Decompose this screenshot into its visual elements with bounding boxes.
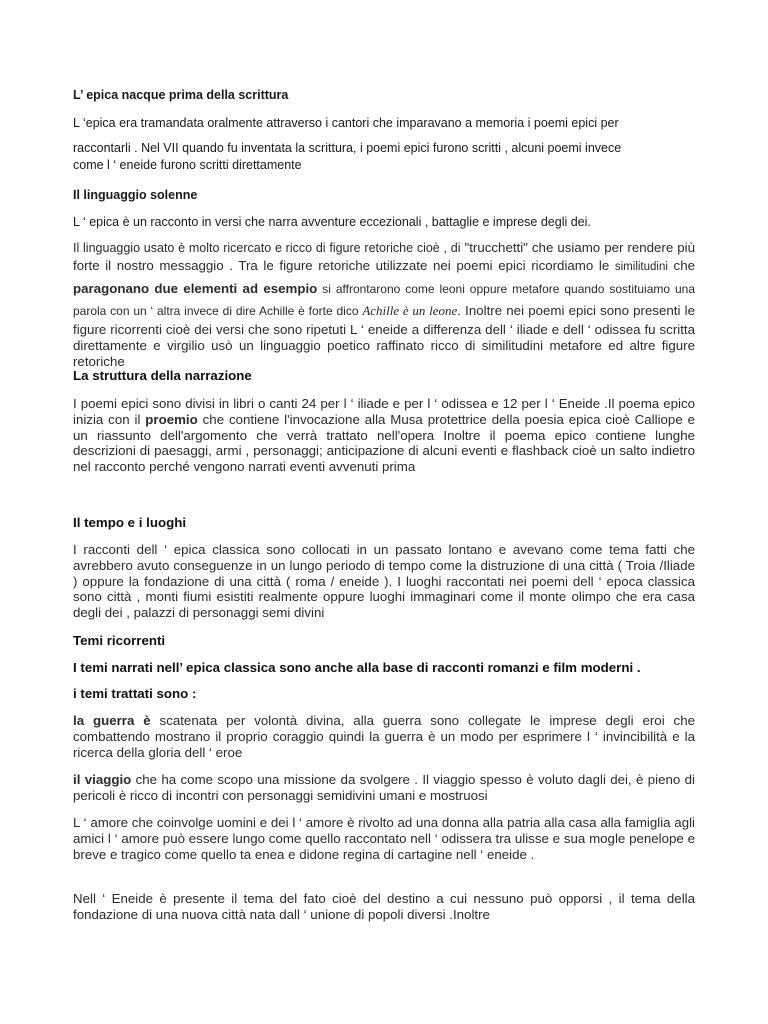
language-text: "trucchetti" che usiamo per rendere più forte il nostro messaggio . Tra le figure retoriche utilizzate nei poemi epici ricordiamo le [73, 240, 696, 273]
proemio-term: proemio [145, 411, 198, 427]
paragraph-writing-line-1: raccontarli . Nel VII quando fu inventata la scrittura, i poemi epici furono scritti , alcuni poemi invece [73, 141, 622, 155]
heading-temi-ricorrenti: Temi ricorrenti [73, 633, 166, 648]
paragraph-language [73, 240, 695, 369]
heading-linguaggio-solenne: Il linguaggio solenne [73, 188, 198, 202]
doc-title: L’ epica nacque prima della scrittura [73, 88, 289, 102]
paragraph-theme-journey [73, 772, 695, 804]
heading-struttura-narrazione: La struttura della narrazione [73, 368, 252, 383]
theme-journey-text: che ha come scopo una missione da svolgere . Il viaggio spesso è voluto dagli dei, è pieno di pericoli è ricco di incontri con personaggi semidivini umani e mostruosi [73, 772, 695, 803]
language-emphasis: paragonano due elementi ad esempio [73, 281, 318, 296]
paragraph-theme-love: L ‘ amore che coinvolge uomini e dei l ‘ amore è rivolto ad una donna alla patria alla casa alla famiglia agli amici l ‘ amore può essere lungo come quello raccontato nell ‘ odissera tra ulisse e sua mogle penelope e breve e tragico come quello ta enea e didone regina di cartagine nell ‘ eneide . [73, 815, 695, 862]
paragraph-writing-line-2: come l ‘ eneide furono scritti direttamente [73, 158, 302, 172]
paragraph-time-places: I racconti dell ‘ epica classica sono collocati in un passato lontano e avevano come tema fatti che avrebbero avuto conseguenze in un lungo periodo di tempo come la distruzione di una città ( Troia /Iliade ) oppure la fondazione di una città ( roma / eneide ). I luoghi raccontati nei poemi dell ‘ epoca classica sono città , monti fiumi esistiti realmente oppure luoghi immaginari come il monte olimpo che era casa degli dei , palazzi di personaggi semi divini [73, 542, 695, 621]
paragraph-oral-tradition: L ‘epica era tramandata oralmente attraverso i cantori che imparavano a memoria i poemi epici per [73, 116, 619, 130]
paragraph-theme-war [73, 713, 695, 760]
paragraph-themes-intro: I temi narrati nell’ epica classica sono anche alla base di racconti romanzi e film moderni . [73, 660, 641, 675]
language-intro: Il linguaggio usato è molto ricercato e ricco di figure retoriche cioè , di [73, 241, 461, 255]
structure-intro: I poemi epici sono divisi in libri o canti 24 per l ‘ iliade e per l ‘ odissea e 12 per l ‘ Eneide .Il poema epico inizia con il [73, 396, 695, 427]
themes-list-label: i temi trattati sono : [73, 686, 197, 701]
language-che: che [667, 258, 695, 273]
language-example: si affrontarono come leoni oppure metafore quando sostituiamo una parola con un ‘ altra invece di dire Achille è forte dico [73, 282, 695, 318]
theme-war-text: scatenata per volontà divina, alla guerra sono collegate le imprese degli eroi che combattendo mostrano il proprio coraggio quindi la guerra è un modo per esprimere l ‘ invincibilità e la ricerca della gloria dell ‘ eroe [73, 713, 695, 760]
similitudini-term: similitudini [614, 261, 668, 273]
language-continuation: . Inoltre nei poemi epici sono presenti le figure ricorrenti cioè dei versi che sono ripetuti L ‘ eneide a differenza dell ‘ iliade e dell ‘ odissea fu scritta direttamente e virgilio usò un linguaggio poetico raffinato ricco di similitudini metafore ed altre figure retoriche [73, 303, 695, 369]
paragraph-writing [73, 139, 695, 172]
heading-tempo-luoghi: Il tempo e i luoghi [73, 515, 187, 530]
theme-war-label: la guerra è [73, 713, 151, 728]
theme-journey-label: il viaggio [73, 772, 132, 787]
paragraph-epic-definition: L ‘ epica è un racconto in versi che narra avventure eccezionali , battaglie e imprese degli dei. [73, 215, 591, 229]
paragraph-structure [73, 396, 695, 475]
achille-leone-example: Achille è un leone [362, 303, 458, 318]
structure-text: che contiene l'invocazione alla Musa protettrice della poesia epica cioè Calliope e un riassunto dell'argomento che verrà trattato nell'opera Inoltre il poema epico contiene lunghe descrizioni di paesaggi, armi , personaggi; anticipazione di alcuni eventi e flashback cioè un salto indietro nel racconto perché vengono narrati eventi avvenuti prima [73, 411, 695, 475]
paragraph-aeneid-fate: Nell ‘ Eneide è presente il tema del fato cioè del destino a cui nessuno può opporsi , il tema della fondazione di una nuova città nata dall ‘ unione di popoli diversi .Inoltre [73, 891, 695, 922]
